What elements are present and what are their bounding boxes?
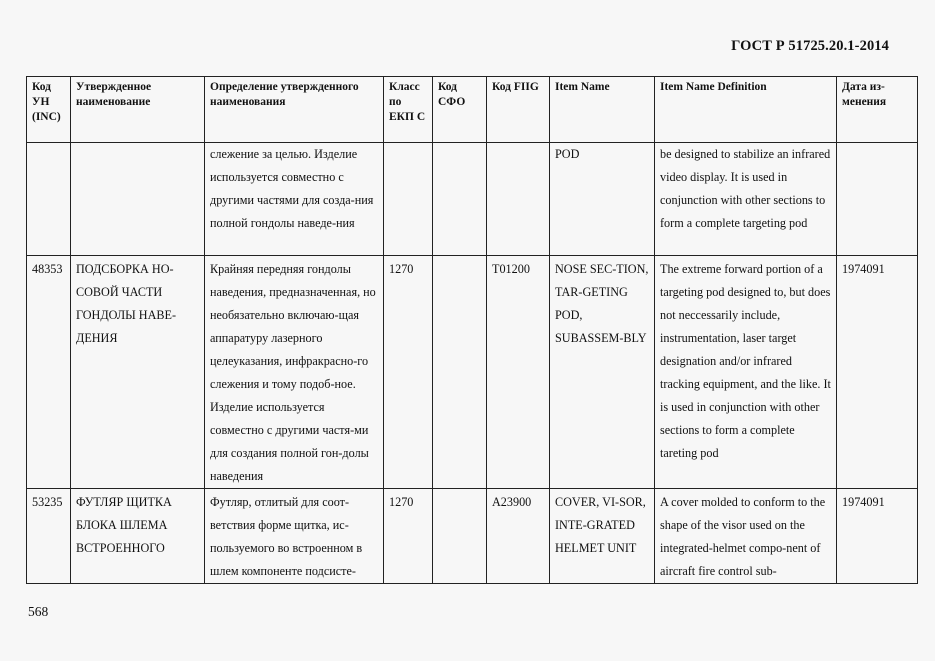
cell-item-definition: be designed to stabilize an infrared video display. It is used in conjunction with other sections to form a complete targeting pod [655,143,837,256]
col-header-name-ru: Утвержденное наименование [71,77,205,143]
col-header-sfo: Код СФО [433,77,487,143]
cell-item-name: NOSE SEC-TION, TAR-GETING POD, SUBASSEM-BLY [550,256,655,489]
cell-class: 1270 [384,489,433,584]
cell-name-ru [71,143,205,256]
table-row [27,143,918,256]
cell-item-definition: The extreme forward portion of a targeting pod designed to, but does not neccessarily include, instrumentation, laser target designation and/or infrared tracking equipment, and the like. It is used in conjunction with other sections to form a complete tareting pod [655,256,837,489]
cell-definition-ru: слежение за целью. Изделие используется совместно с другими частями для созда-ния полной гондолы наведе-ния [205,143,384,256]
col-header-fiig: Код FIIG [487,77,550,143]
cell-item-definition: A cover molded to conform to the shape of the visor used on the integrated-helmet compo-nent of aircraft fire control sub- [655,489,837,584]
cell-fiig [487,143,550,256]
cell-date [837,143,918,256]
table-row [27,256,918,489]
cell-item-name: POD [550,143,655,256]
cell-definition-ru: Крайняя передняя гондолы наведения, предназначенная, но необязательно включаю-щая аппаратуру лазерного целеуказания, инфракрасно-го слежения и тому подоб-ное. Изделие используется совместно с другими частя-ми для создания полной гон-долы наведения [205,256,384,489]
col-header-definition-ru: Определение утвержденного наименования [205,77,384,143]
cell-fiig: T01200 [487,256,550,489]
col-header-date: Дата из-менения [837,77,918,143]
cell-sfo [433,489,487,584]
cell-name-ru: ФУТЛЯР ЩИТКА БЛОКА ШЛЕМА ВСТРОЕННОГО [71,489,205,584]
col-header-class: Класс по ЕКП С [384,77,433,143]
cell-inc [27,143,71,256]
table-row [27,489,918,584]
document-code: ГОСТ Р 51725.20.1-2014 [731,38,889,54]
cell-sfo [433,256,487,489]
cell-date: 1974091 [837,256,918,489]
cell-inc: 53235 [27,489,71,584]
page-number: 568 [28,604,49,619]
cell-name-ru: ПОДСБОРКА НО-СОВОЙ ЧАСТИ ГОНДОЛЫ НАВЕ-ДЕНИЯ [71,256,205,489]
cell-class: 1270 [384,256,433,489]
cell-definition-ru: Футляр, отлитый для соот-ветствия форме щитка, ис-пользуемого во встроенном в шлем компоненте подсисте- [205,489,384,584]
cell-item-name: COVER, VI-SOR, INTE-GRATED HELMET UNIT [550,489,655,584]
cell-fiig: A23900 [487,489,550,584]
col-header-inc: Код УН (INC) [27,77,71,143]
cell-date: 1974091 [837,489,918,584]
cell-sfo [433,143,487,256]
catalog-table [26,76,918,584]
cell-inc: 48353 [27,256,71,489]
col-header-item-definition: Item Name Definition [655,77,837,143]
col-header-item-name: Item Name [550,77,655,143]
table-header-row [27,77,918,143]
cell-class [384,143,433,256]
